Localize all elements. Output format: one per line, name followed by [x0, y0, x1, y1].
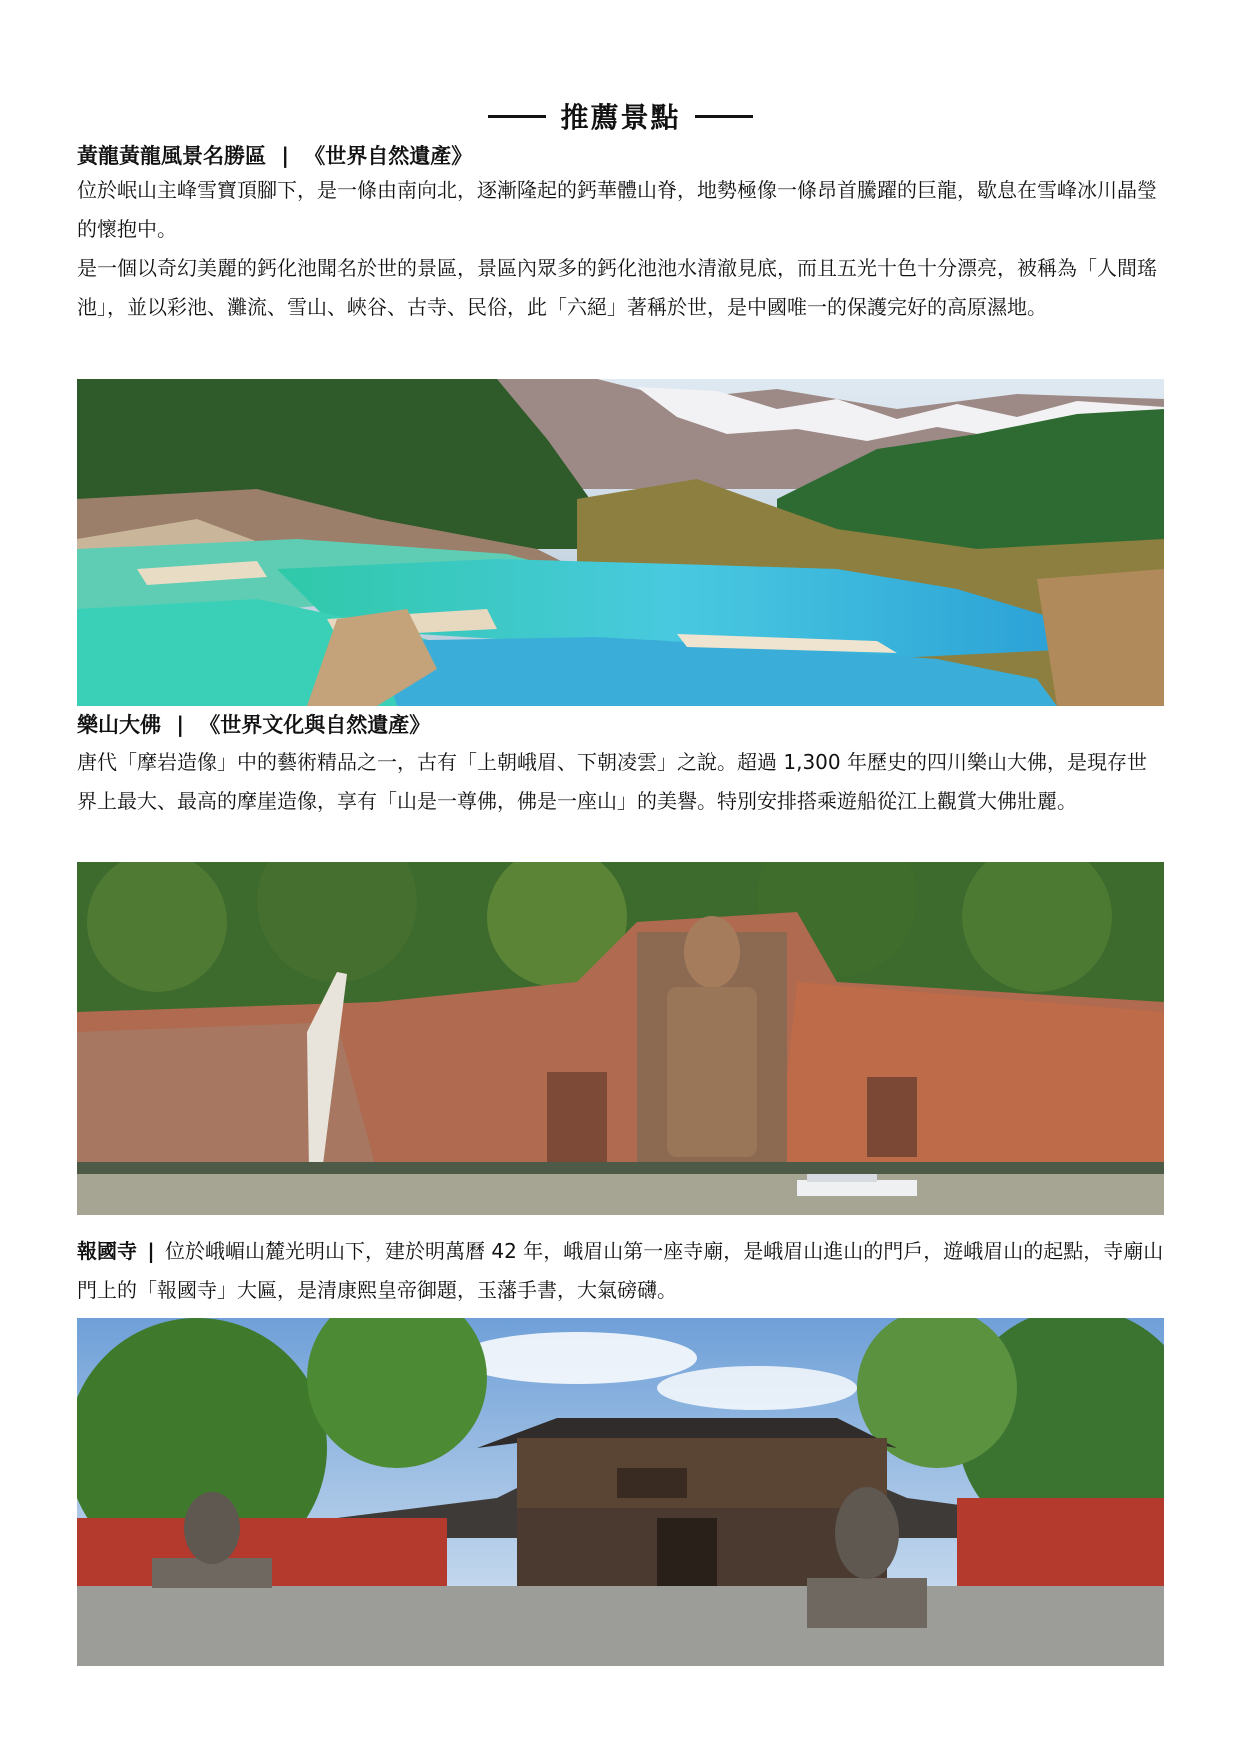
- heading-tag: 《世界自然遺產》: [304, 144, 473, 168]
- page-title-row: [77, 96, 1164, 136]
- baoguo-temple-photo: [77, 1318, 1164, 1666]
- paragraph-text: 位於峨嵋山麓光明山下，建於明萬曆 42 年，峨眉山第一座寺廟，是峨眉山進山的門戶，遊峨眉山的起點，寺廟山門上的「報國寺」大匾，是清康熙皇帝御題，玉藩手書，大氣磅礴。: [77, 1239, 1164, 1302]
- heading-separator: |: [281, 144, 289, 168]
- leshan-giant-buddha-photo: [77, 862, 1164, 1215]
- paragraph-baoguo: [77, 1232, 1164, 1310]
- heading-tag: 《世界文化與自然遺產》: [199, 713, 431, 737]
- heading-name: 報國寺: [77, 1239, 137, 1263]
- paragraph-huanglong-1: 位於岷山主峰雪寶頂腳下，是一條由南向北，逐漸隆起的鈣華體山脊，地勢極像一條昂首騰躍的巨龍，歇息在雪峰冰川晶瑩的懷抱中。: [77, 178, 1157, 241]
- section-heading-huanglong: [77, 141, 472, 171]
- title-dash-left: [488, 115, 546, 118]
- heading-separator: |: [147, 1239, 155, 1263]
- heading-name: 樂山大佛: [77, 713, 161, 737]
- paragraph-leshan: 唐代「摩岩造像」中的藝術精品之一，古有「上朝峨眉、下朝凌雲」之說。超過 1,300 年歷史的四川樂山大佛，是現存世界上最大、最高的摩崖造像，享有「山是一尊佛，佛是一座山」的美譽。特別安排搭乘遊船從江上觀賞大佛壯麗。: [77, 750, 1147, 813]
- heading-name: 黃龍黃龍風景名勝區: [77, 144, 266, 168]
- page-title: 推薦景點: [560, 101, 681, 134]
- huanglong-travertine-pools-photo: [77, 379, 1164, 706]
- title-dash-right: [695, 115, 753, 118]
- paragraph-huanglong-2: 是一個以奇幻美麗的鈣化池聞名於世的景區，景區內眾多的鈣化池池水清澈見底，而且五光十色十分漂亮，被稱為「人間瑤池」，並以彩池、灘流、雪山、峽谷、古寺、民俗，此「六絕」著稱於世，是中國唯一的保護完好的高原濕地。: [77, 256, 1157, 319]
- heading-separator: |: [176, 713, 184, 737]
- section-heading-leshan: [77, 710, 430, 740]
